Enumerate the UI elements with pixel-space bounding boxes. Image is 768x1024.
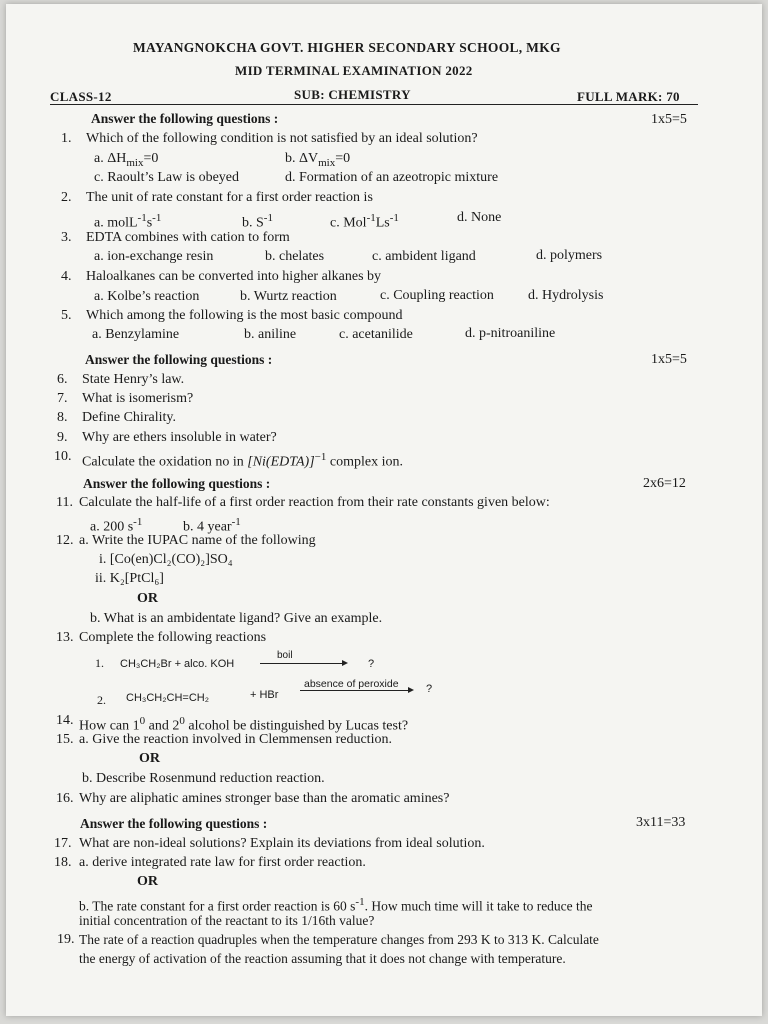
section-marks: 1x5=5: [651, 352, 687, 367]
or-label: OR: [139, 751, 160, 766]
option-a: a. ion-exchange resin: [94, 249, 214, 264]
section-marks: 2x6=12: [643, 476, 686, 491]
exam-title: MID TERMINAL EXAMINATION 2022: [235, 63, 473, 78]
question-number: 17.: [54, 836, 72, 851]
question-number: 12.: [56, 533, 74, 548]
question-text: What is isomerism?: [82, 391, 194, 406]
option-b: b. chelates: [265, 249, 325, 264]
subject-label: SUB: CHEMISTRY: [294, 87, 411, 102]
question-text: State Henry’s law.: [82, 372, 185, 387]
question-text: Complete the following reactions: [79, 630, 267, 645]
question-text: The unit of rate constant for a first order reaction is: [86, 190, 373, 205]
header-rule: [50, 104, 698, 105]
section-heading: Answer the following questions :: [91, 111, 279, 126]
question-text: a. Give the reaction involved in Clemmensen reduction.: [79, 732, 392, 747]
reaction-number: 2.: [97, 693, 106, 707]
option-c: c. acetanilide: [339, 327, 413, 342]
question-alt-text-line2: initial concentration of the reactant to its 1/16th value?: [79, 913, 375, 928]
option-c: c. Coupling reaction: [380, 288, 494, 303]
question-text: Calculate the half-life of a first order reaction from their rate constants given below:: [79, 495, 550, 510]
question-number: 7.: [57, 391, 68, 406]
question-text: EDTA combines with cation to form: [86, 230, 290, 245]
option-b: b. 4 year$^{-1}$: [183, 516, 241, 535]
option-d: d. polymers: [536, 248, 603, 263]
option-c: c. $Mol^{-1}Ls^{-1}$: [330, 212, 399, 231]
option-c: c. ambident ligand: [372, 249, 476, 264]
question-number: 15.: [56, 732, 74, 747]
full-mark-label: FULL MARK: 70: [577, 89, 680, 104]
section-heading: Answer the following questions :: [80, 816, 268, 831]
reaction-product: ?: [368, 658, 375, 670]
sub-item-i: i. [Co(en)Cl₂(CO)₂]SO₄: [99, 552, 233, 567]
question-text: Define Chirality.: [82, 410, 176, 425]
question-number: 19.: [57, 932, 75, 947]
option-a: a. 200 $s^{-1}$: [90, 516, 143, 535]
or-label: OR: [137, 591, 158, 606]
question-number: 1.: [61, 131, 72, 146]
option-d: d. None: [457, 210, 502, 225]
question-number: 9.: [57, 430, 68, 445]
question-number: 6.: [57, 372, 68, 387]
option-b: b. Wurtz reaction: [240, 289, 337, 304]
option-a: a. $\Delta H_{mix}=0$: [94, 151, 159, 169]
question-text: Calculate the oxidation no in [Ni(EDTA)]$^{-1}$ complex ion.: [82, 451, 403, 470]
question-text: How can $1^0$ and $2^0$ alcohol be distinguished by Lucas test?: [79, 715, 409, 734]
section-heading: Answer the following questions :: [83, 476, 271, 491]
question-text: Why are ethers insoluble in water?: [82, 430, 277, 445]
question-text: a. derive integrated rate law for first order reaction.: [79, 855, 366, 870]
option-b: b. aniline: [244, 327, 297, 342]
reaction-condition: boil: [277, 650, 293, 661]
question-alt-text: b. Describe Rosenmund reduction reaction.: [82, 771, 325, 786]
school-name: MAYANGNOKCHA GOVT. HIGHER SECONDARY SCHOOL, MKG: [133, 40, 561, 55]
question-number: 8.: [57, 410, 68, 425]
question-text: The rate of a reaction quadruples when the temperature changes from 293 K to 313 K. Calculate: [79, 932, 599, 947]
reaction-reactants: CH₃CH₂CH=CH₂: [126, 692, 209, 704]
option-d: d. p-nitroaniline: [465, 326, 556, 341]
question-number: 10.: [54, 449, 72, 464]
question-number: 13.: [56, 630, 74, 645]
option-c: c. Raoult’s Law is obeyed: [94, 170, 240, 185]
question-text: What are non-ideal solutions? Explain its deviations from ideal solution.: [79, 836, 485, 851]
question-text: Haloalkanes can be converted into higher alkanes by: [86, 269, 382, 284]
reaction-condition: absence of peroxide: [304, 678, 399, 690]
section-heading: Answer the following questions :: [85, 352, 273, 367]
question-number: 14.: [56, 713, 74, 728]
question-text: Which of the following condition is not satisfied by an ideal solution?: [86, 131, 478, 146]
reaction-product: ?: [426, 683, 433, 695]
question-number: 5.: [61, 308, 72, 323]
or-label: OR: [137, 874, 158, 889]
question-text: Why are aliphatic amines stronger base than the aromatic amines?: [79, 791, 450, 806]
question-number: 3.: [61, 230, 72, 245]
reaction-reactants: CH₃CH₂Br + alco. KOH: [120, 658, 235, 670]
sub-item-ii: ii. K₂[PtCl₆]: [95, 571, 164, 586]
option-d: d. Hydrolysis: [528, 288, 604, 303]
reaction-number: 1.: [95, 656, 104, 670]
reaction-reagent: + HBr: [250, 689, 279, 701]
question-number: 16.: [56, 791, 74, 806]
question-alt-text: b. The rate constant for a first order reaction is 60 $s^{-1}$. How much time will it take to reduce the: [79, 896, 593, 914]
question-number: 18.: [54, 855, 72, 870]
exam-paper: [6, 4, 762, 1016]
question-number: 4.: [61, 269, 72, 284]
option-a: a. Benzylamine: [92, 327, 180, 342]
option-a: a. $molL^{-1}s^{-1}$: [94, 212, 162, 231]
section-marks: 1x5=5: [651, 112, 687, 127]
question-text-line2: the energy of activation of the reaction assuming that it does not change with temperature.: [79, 951, 566, 966]
question-text: Which among the following is the most basic compound: [86, 308, 403, 323]
question-number: 11.: [56, 495, 73, 510]
complex-formula: [Ni(EDTA)]: [247, 454, 315, 470]
reaction-arrow: [260, 663, 346, 664]
option-d: d. Formation of an azeotropic mixture: [285, 170, 499, 185]
question-text: a. Write the IUPAC name of the following: [79, 533, 316, 548]
option-b: b. $S^{-1}$: [242, 212, 273, 231]
option-a: a. Kolbe’s reaction: [94, 289, 200, 304]
question-alt-text: b. What is an ambidentate ligand? Give an example.: [90, 611, 383, 626]
section-marks: 3x11=33: [636, 815, 686, 830]
class-label: CLASS-12: [50, 89, 112, 104]
reaction-arrow: [300, 690, 412, 691]
option-b: b. $\Delta V_{mix}=0$: [285, 151, 351, 169]
question-number: 2.: [61, 190, 72, 205]
